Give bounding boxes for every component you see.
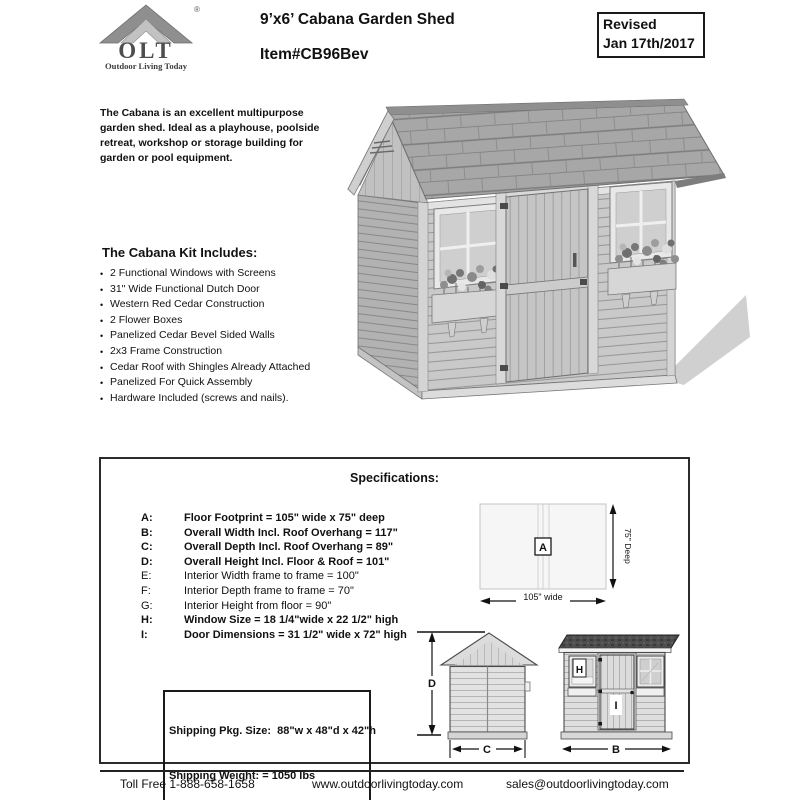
bullet-icon: •: [100, 346, 104, 357]
spec-row: A: Floor Footprint = 105" wide x 75" deep: [141, 512, 385, 524]
bullet-icon: •: [100, 393, 104, 404]
shed-render-illustration: [330, 85, 750, 425]
footer-website: www.outdoorlivingtoday.com: [312, 777, 464, 791]
dutch-door: [496, 169, 598, 384]
kit-item: • Panelized Cedar Bevel Sided Walls: [100, 328, 360, 344]
logo-registered-mark: ®: [194, 5, 200, 14]
front-view-diagram: [548, 619, 688, 761]
kit-item: • 31" Wide Functional Dutch Door: [100, 282, 360, 298]
floor-depth-label: 75" Deep: [623, 528, 633, 564]
front-window-label: H: [575, 665, 584, 676]
spec-row: E: Interior Width frame to frame = 100": [141, 570, 359, 583]
bullet-icon: •: [100, 362, 104, 373]
kit-item: • 2x3 Frame Construction: [100, 344, 360, 360]
shed-side-wall: [358, 195, 422, 399]
kit-item: • 2 Flower Boxes: [100, 313, 360, 329]
kit-item: • 2 Functional Windows with Screens: [100, 266, 360, 282]
spec-row: C: Overall Depth Incl. Roof Overhang = 89": [141, 541, 394, 554]
side-height-label: D: [428, 678, 436, 690]
shipping-size: Shipping Pkg. Size: 88"w x 48"d x 42"h: [169, 725, 376, 737]
specifications-box: [99, 457, 690, 782]
front-door-label: I: [614, 700, 618, 712]
revised-box: [597, 12, 705, 58]
side-depth-label: C: [483, 744, 491, 756]
spec-row: B: Overall Width Incl. Roof Overhang = 117": [141, 526, 398, 539]
kit-includes-list: [100, 266, 360, 406]
revised-label: Revised: [603, 16, 657, 32]
shipping-weight: Shipping Weight: = 1050 lbs: [169, 770, 316, 782]
front-right-window: [636, 656, 664, 696]
item-number: Item#CB96Bev: [260, 46, 369, 63]
kit-item: • Cedar Roof with Shingles Already Attached: [100, 360, 360, 376]
page-title: 9’x6’ Cabana Garden Shed: [260, 11, 455, 28]
bullet-icon: •: [100, 378, 104, 389]
spec-row: D: Overall Height Incl. Floor & Roof = 101": [141, 555, 390, 568]
bullet-icon: •: [100, 331, 104, 342]
logo-tagline: Outdoor Living Today: [105, 61, 187, 71]
specifications-list: [141, 511, 407, 642]
footer-email: sales@outdoorlivingtoday.com: [506, 777, 669, 791]
specifications-heading: Specifications:: [350, 471, 439, 485]
olt-logo: [90, 2, 202, 72]
revised-date: Jan 17th/2017: [603, 35, 695, 51]
kit-item: • Western Red Cedar Construction: [100, 297, 360, 313]
bullet-icon: •: [100, 269, 104, 279]
front-width-label: B: [612, 744, 620, 756]
footer-phone: Toll Free 1-888-658-1658: [120, 777, 255, 791]
side-view-diagram: [415, 619, 540, 761]
spec-row: I: Door Dimensions = 31 1/2" wide x 72" high: [141, 628, 407, 641]
floor-area-label: A: [539, 542, 547, 554]
floor-footprint-diagram: [472, 497, 642, 612]
floor-width-label: 105" wide: [523, 592, 563, 602]
kit-includes-heading: The Cabana Kit Includes:: [102, 245, 258, 260]
bullet-icon: •: [100, 284, 104, 295]
spec-row: G: Interior Height from floor = 90": [141, 599, 332, 612]
footer-divider: [100, 770, 684, 772]
logo-wordmark: OLT: [118, 38, 174, 63]
front-left-window: [568, 656, 596, 696]
kit-item: • Hardware Included (screws and nails).: [100, 391, 360, 407]
bullet-icon: •: [100, 300, 104, 311]
bullet-icon: •: [100, 315, 104, 326]
kit-item: • Panelized For Quick Assembly: [100, 375, 360, 391]
product-description: The Cabana is an excellent multipurpose garden shed. Ideal as a playhouse, poolside retreat, workshop or storage building for garden or pool equipment.: [100, 107, 320, 164]
spec-row: H: Window Size = 18 1/4"wide x 22 1/2" high: [141, 614, 399, 627]
spec-row: F: Interior Depth frame to frame = 70": [141, 584, 354, 597]
